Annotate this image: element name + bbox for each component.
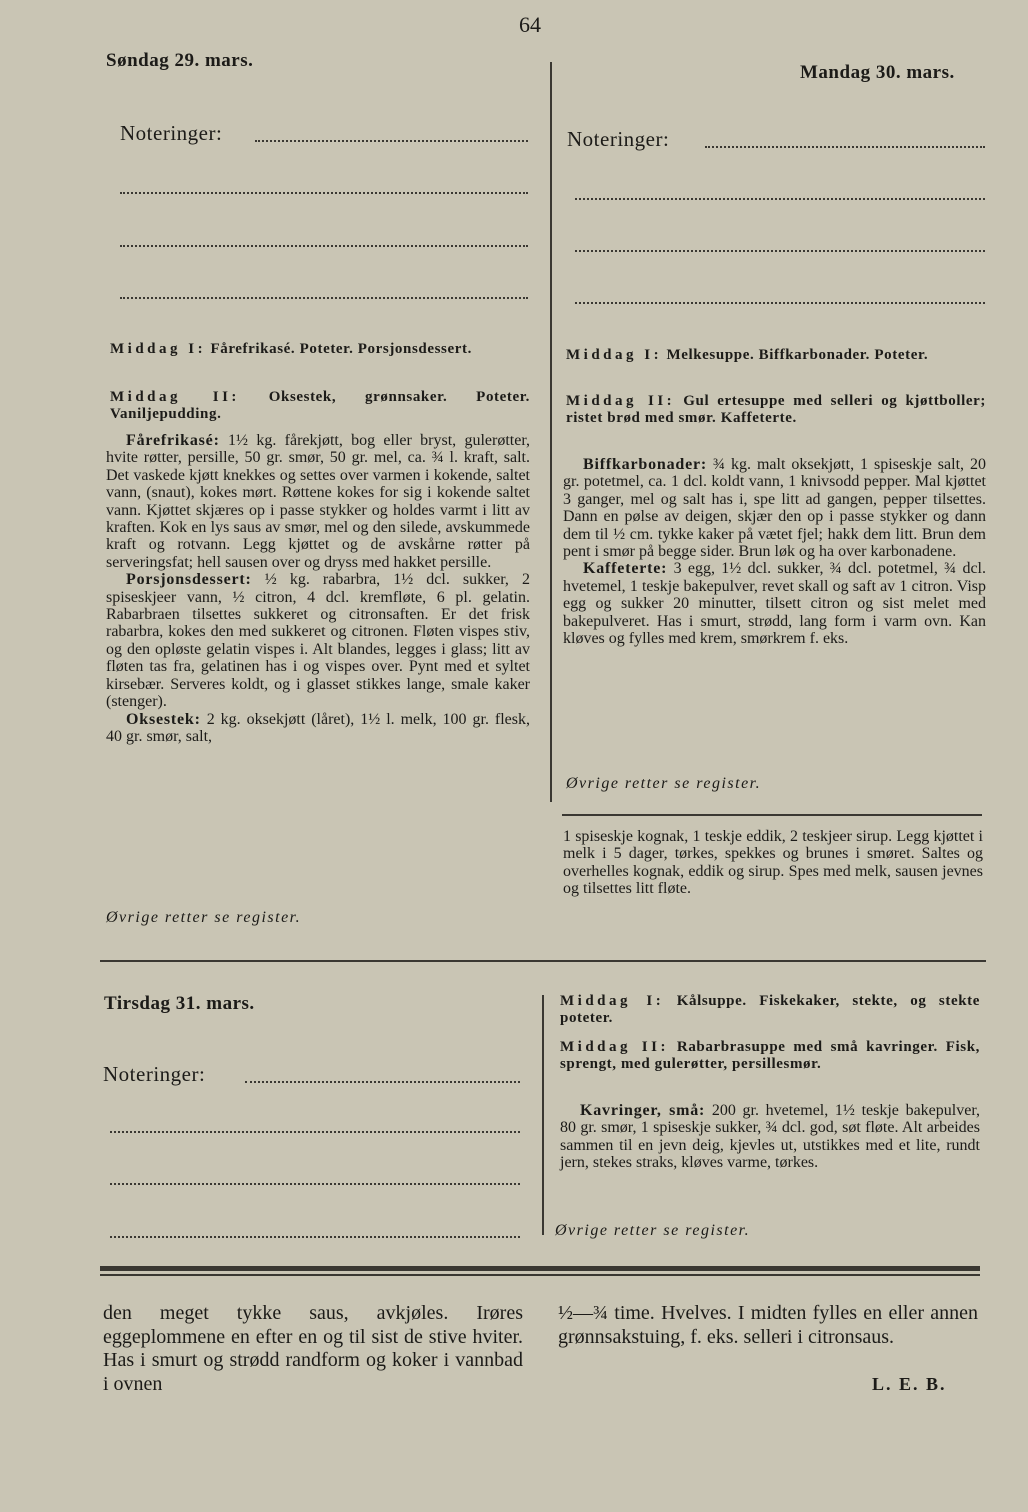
footer-thin-rule [100, 1274, 980, 1276]
tuesday-notes-label: Noteringer: [103, 1062, 206, 1086]
signature: L. E. B. [872, 1374, 947, 1394]
monday-recipe-kaffeterte: Kaffeterte: 3 egg, 1½ dcl. sukker, ¾ dcl. potetmel, ¾ dcl. hvetemel, 1 teskje bakepulver, revet skall og saft av 1 citron. Visp egg og sukker 20 minutter, tilsett citron og sist melet med bakepulveret. Has i smurt, strødd, lang form i varm ovn. Kan kløves og fylles med krem, smørkrem f. eks. [563, 560, 986, 648]
sunday-notes-label: Noteringer: [120, 121, 223, 145]
monday-menu-2-label: Middag II: [566, 393, 676, 409]
footer-thick-rule [100, 1266, 980, 1271]
tuesday-ovrige: Øvrige retter se register. [555, 1222, 751, 1239]
sunday-recipe-porsjonsdessert: Porsjonsdessert: ½ kg. rabarbra, 1½ dcl. sukker, 2 spiseskjeer vann, ½ citron, 4 dcl. kremfløte, 6 pl. gelatin. Rabarbraen tilsettes sukkeret og citronsaften. Er det frisk rabarbra, kokes den med sukkeret og citronen. Fløten vispes stiv, og den opløste gelatin vispes i. Alt blandes, legges i glass; litt av fløten tas fra, gelatinen has i og vispes over. Pynt med et syltet kirsebær. Serveres koldt, og i glasset stikkes lange, smale kaker (stenger). [106, 571, 531, 711]
tuesday-notes-line-4[interactable] [110, 1236, 520, 1238]
page-number: 64 [519, 12, 541, 37]
monday-menu-1-label: Middag I: [566, 347, 663, 363]
tuesday-menu-2 [560, 1039, 980, 1073]
tuesday-menu-2-text: Rabarbrasuppe med små kavringer. Fisk, sprengt, med gulerøtter, persillesmør. [560, 1039, 980, 1072]
tuesday-date: Tirsdag 31. mars. [104, 993, 255, 1014]
sunday-menu-2-text: Oksestek, grønnsaker. Poteter. Vaniljepudding. [110, 389, 530, 422]
sunday-menu-2 [110, 389, 530, 423]
mid-separator [100, 960, 986, 962]
monday-notes-line-2[interactable] [575, 198, 985, 200]
monday-notes-label: Noteringer: [567, 127, 670, 151]
sunday-notes-line-4[interactable] [120, 297, 528, 299]
tuesday-notes-line-3[interactable] [110, 1183, 520, 1185]
sunday-menu-1-text: Fårefrikasé. Poteter. Porsjonsdessert. [210, 341, 472, 357]
monday-menu-1-text: Melkesuppe. Biffkarbonader. Poteter. [666, 347, 929, 363]
tuesday-notes-line-2[interactable] [110, 1131, 520, 1133]
sunday-menu-1-label: Middag I: [110, 341, 207, 357]
column-divider-bottom [542, 995, 544, 1235]
monday-notes-line-1[interactable] [705, 146, 985, 148]
monday-notes-line-4[interactable] [575, 302, 985, 304]
sunday-notes-line-2[interactable] [120, 192, 528, 194]
monday-menu-1 [566, 347, 986, 364]
monday-menu-2-text: Gul ertesuppe med selleri og kjøttboller; ristet brød med smør. Kaffeterte. [566, 393, 986, 426]
footer-right-text: ½—¾ time. Hvelves. I midten fylles en eller annen grønnsakstuing, f. eks. selleri i citronsaus. [558, 1302, 978, 1348]
tuesday-menu-1-label: Middag I: [560, 993, 665, 1009]
tuesday-menu-1-text: Kålsuppe. Fiskekaker, stekte, og stekte poteter. [560, 993, 980, 1026]
tuesday-recipe-kavringer: Kavringer, små: 200 gr. hvetemel, 1½ teskje bakepulver, 80 gr. smør, 1 spiseskje sukker, ¾ dcl. god, søt fløte. Alt arbeides sammen til en jevn deig, kjevles ut, utstikkes med et lite, rundt jern, stekes straks, kløves varme, tørkes. [560, 1102, 981, 1172]
sunday-date: Søndag 29. mars. [106, 50, 254, 71]
tuesday-recipes [560, 1102, 980, 1172]
column-divider-top [550, 62, 552, 802]
tuesday-notes-line-1[interactable] [245, 1081, 520, 1083]
sunday-recipe-oksestek: Oksestek: 2 kg. oksekjøtt (låret), 1½ l. melk, 100 gr. flesk, 40 gr. smør, salt, [106, 710, 530, 745]
monday-menu-2 [566, 393, 986, 427]
sunday-recipes [106, 432, 530, 745]
monday-date: Mandag 30. mars. [800, 62, 955, 83]
monday-ovrige: Øvrige retter se register. [566, 775, 762, 792]
monday-notes-line-3[interactable] [575, 250, 985, 252]
monday-recipe-biffkarbonader: Biffkarbonader: ¾ kg. malt oksekjøtt, 1 spiseskje salt, 20 gr. potetmel, ca. 1 dcl. koldt vann, 1 knivsodd pepper. Mal kjøttet 3 ganger, mel og salt has i, spe litt ad gangen, pepper tilsettes. Dann en pølse av deigen, skjær den op i passe stykker og dann dem til ½ cm. tykke kaker på vætet fjel; hakk dem litt. Brun dem pent i smør på begge sider. Brun løk og ha over karbonadene. [563, 456, 987, 561]
sunday-menu-2-label: Middag II: [110, 389, 240, 405]
footer-left-text: den meget tykke saus, avkjøles. Irøres eggeplommene en efter en og til sist de stive hviter. Has i smurt og strødd randform og koker i vannbad i ovnen [103, 1302, 523, 1395]
sunday-menu-1 [110, 341, 530, 358]
monday-recipes [563, 456, 986, 647]
oksestek-continuation: 1 spiseskje kognak, 1 teskje eddik, 2 teskjeer sirup. Legg kjøttet i melk i 5 dager, tørkes, spekkes og brunes i smøret. Saltes og overhelles kognak, eddik og sirup. Spes med melk, sausen jevnes og tilsettes litt fløte. [563, 828, 983, 898]
monday-separator [562, 814, 982, 816]
sunday-ovrige: Øvrige retter se register. [106, 909, 302, 926]
sunday-notes-line-3[interactable] [120, 245, 528, 247]
sunday-notes-line-1[interactable] [255, 140, 528, 142]
tuesday-menu-1 [560, 993, 980, 1027]
tuesday-menu-2-label: Middag II: [560, 1039, 669, 1055]
sunday-recipe-farefrikase: Fårefrikasé: 1½ kg. fårekjøtt, bog eller bryst, gulerøtter, hvite røtter, persille, 50 gr. smør, 50 gr. mel, ca. ¾ l. kraft, salt. Det vaskede kjøtt knekkes og settes over varmen i kokende, saltet vann, (snaut), kokes mørt. Røttene kokes for sig i kokende saltet vann. Kjøttet skjæres op i passe stykker og holdes varmt i litt av kraften. Kok en lys saus av smør, mel og den silede, avskummede kraft og rotvann. Legg kjøttet og de avskårne røtter på serveringsfat; hell sausen over og dryss med hakket persille. [106, 432, 531, 571]
